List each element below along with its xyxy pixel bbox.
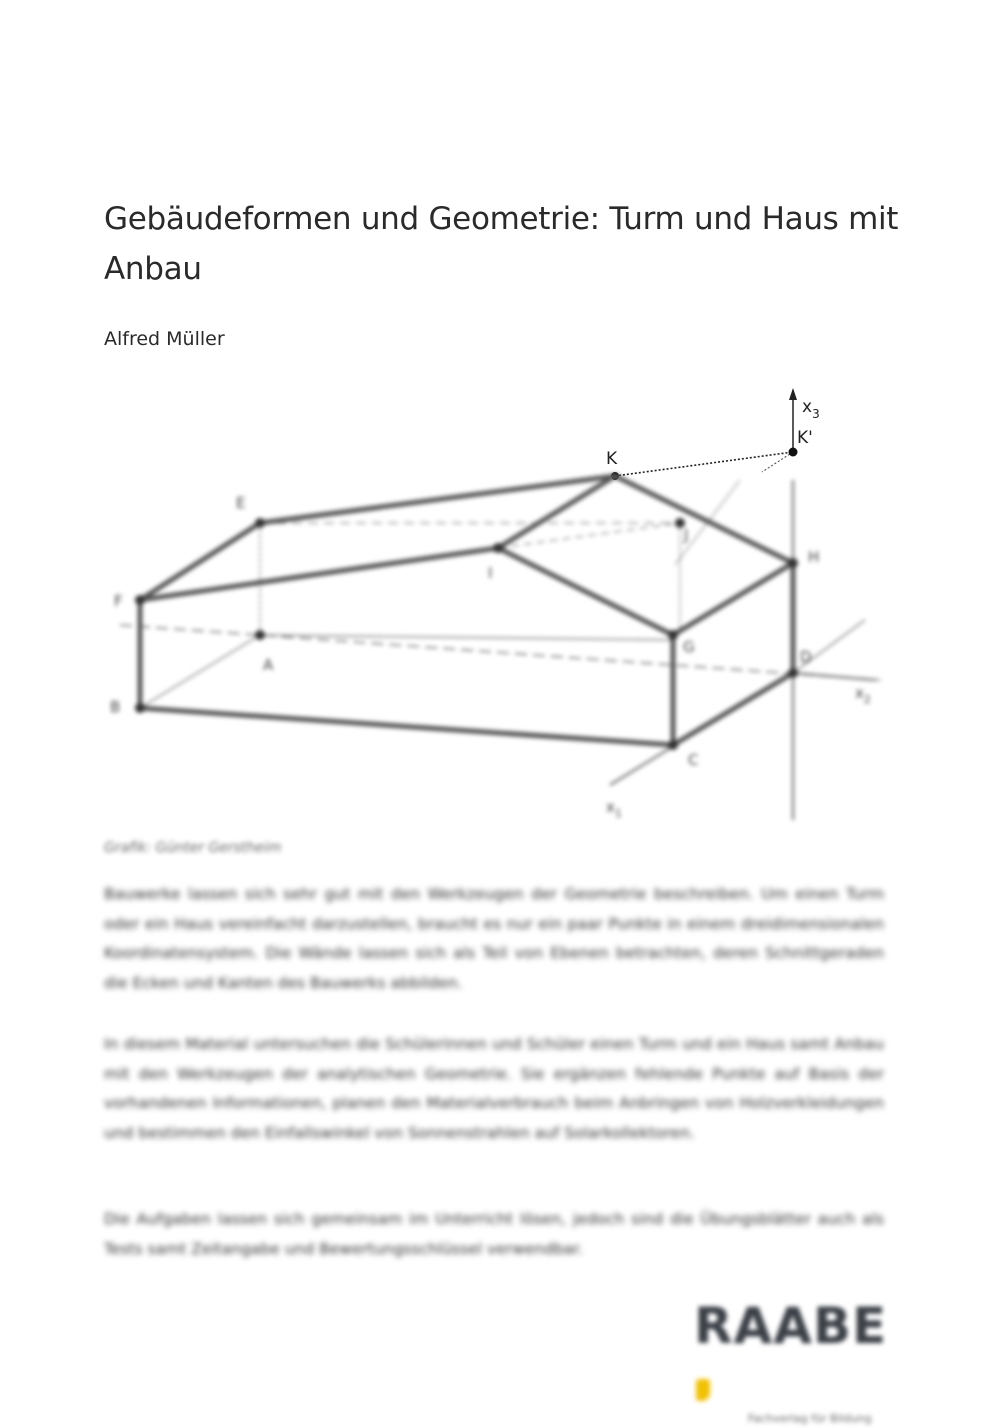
label-c: C	[688, 751, 699, 769]
point-i	[493, 543, 503, 553]
point-b	[135, 703, 145, 713]
edge-i-g	[498, 548, 673, 635]
label-e: E	[236, 494, 246, 512]
blurred-region	[110, 476, 880, 820]
point-g	[668, 630, 678, 640]
x2-axis	[793, 673, 875, 680]
figure-credit: Grafik: Günter Gerstheim	[104, 840, 282, 856]
house-edges	[140, 476, 793, 745]
label-i: I	[488, 564, 493, 582]
label-h: H	[808, 548, 820, 566]
point-d	[788, 668, 798, 678]
point-e	[255, 518, 265, 528]
publisher-tagline: Fachverlag für Bildung	[748, 1412, 872, 1425]
point-f	[135, 595, 145, 605]
label-k-prime: K'	[797, 428, 813, 448]
label-g: G	[683, 638, 695, 656]
publisher-logo-accent-icon	[696, 1379, 710, 1401]
point-h	[788, 558, 798, 568]
label-f: F	[114, 592, 123, 610]
label-b: B	[110, 698, 121, 716]
point-a	[255, 630, 265, 640]
point-k-prime	[789, 448, 798, 457]
x2-axis-back	[120, 625, 880, 680]
intro-paragraph-1: Bauwerke lassen sich sehr gut mit den Werkzeugen der Geometrie beschreiben. Um einen Turm oder ein Haus vereinfacht darzustellen, braucht es nur ein paar Punkte in einem dreidimensionalen Koordinatensystem. Die Wände lassen sich als Teil von Ebenen betrachten, deren Schnittgeraden die Ecken und Kanten des Bauwerks abbilden.	[104, 885, 884, 992]
edge-f-e	[140, 523, 260, 600]
label-j: J	[684, 526, 689, 544]
document-author: Alfred Müller	[104, 328, 225, 350]
edge-b-c	[140, 708, 673, 745]
sharp-region	[606, 388, 820, 480]
publisher-logo-text: RAABE	[694, 1298, 894, 1410]
edge-e-k	[260, 476, 615, 523]
label-x3: $x_3$	[802, 397, 820, 421]
edge-f-i	[140, 548, 498, 600]
publisher-logo	[694, 1297, 894, 1425]
point-c	[668, 740, 678, 750]
dashed-edge-i-j	[498, 523, 680, 548]
intro-paragraph-3: Die Aufgaben lassen sich gemeinsam im Unterricht lösen, jedoch sind die Übungsblätter auch als Tests samt Zeitangabe und Bewertungsschlüssel verwendbar.	[104, 1210, 884, 1258]
intro-paragraph-2: In diesem Material untersuchen die Schülerinnen und Schüler einen Turm und ein Haus samt Anbau mit den Werkzeugen der analytischen Geometrie. Sie ergänzen fehlende Punkte auf Basis der vorhandenen Informationen, planen den Materialverbrauch beim Anbringen von Holzverkleidungen und bestimmen den Einfallswinkel von Sonnenstrahlen auf Solarkollektoren.	[104, 1035, 884, 1142]
k-to-kprime-line	[615, 452, 793, 476]
label-k: K	[606, 449, 618, 469]
label-x2: $x_2$	[855, 684, 871, 706]
label-d: D	[800, 648, 812, 666]
edge-a-b	[140, 635, 260, 708]
house-diagram-svg	[100, 380, 900, 830]
edge-c-d	[673, 673, 793, 745]
edge-g-h	[673, 563, 793, 635]
document-title: Gebäudeformen und Geometrie: Turm und Haus mit Anbau	[104, 201, 899, 287]
label-x1: $x_1$	[606, 798, 622, 820]
label-a: A	[263, 656, 274, 674]
edge-k-h	[615, 476, 793, 563]
x3-axis-arrowhead	[789, 388, 797, 400]
house-diagram	[100, 380, 900, 830]
